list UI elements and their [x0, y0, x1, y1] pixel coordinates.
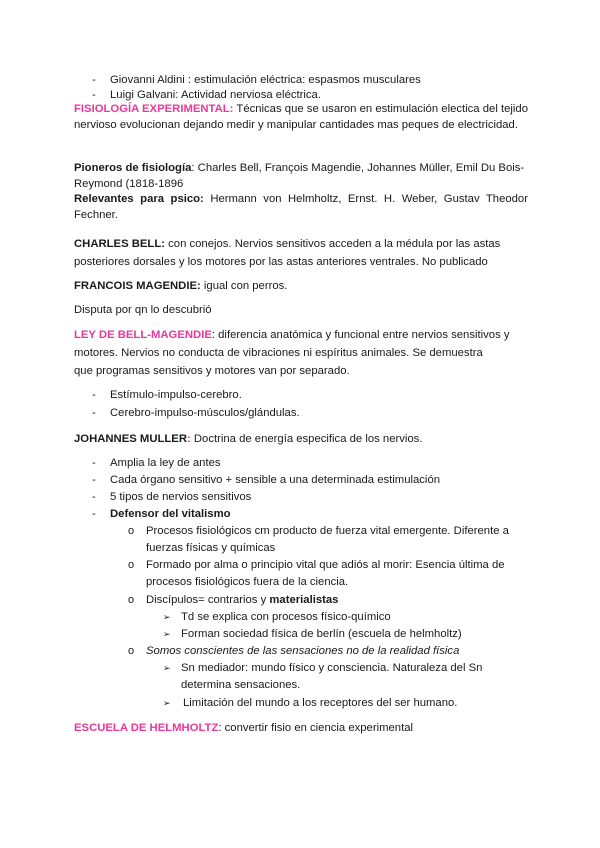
paragraph-ley-bell-magendie — [74, 327, 534, 343]
arrow-bullet-icon: ➢ — [163, 698, 171, 708]
list-item: Estímulo-impulso-cerebro. — [110, 389, 242, 401]
list-dash: - — [92, 474, 96, 486]
paragraph-text: Hermann von Helmholtz, Ernst. H. Weber, Gustav Theodor Fechner. — [74, 193, 528, 221]
subsublist-item: Forman sociedad física de berlín (escuela de helmholtz) — [181, 628, 462, 640]
sublist-item-cont: fuerzas físicas y químicas — [146, 542, 276, 554]
paragraph-disputa: Disputa por qn lo descubrió — [74, 304, 212, 316]
subsublist-item-cont: determina sensaciones. — [181, 679, 301, 691]
list-dash: - — [92, 457, 96, 469]
sublist-item-italic: Somos conscientes de las sensaciones no de la realidad física — [146, 645, 460, 657]
list-item: Luigi Galvani: Actividad nerviosa eléctrica. — [110, 89, 321, 101]
sublist-item-cont: procesos fisiológicos fuera de la ciencia. — [146, 576, 349, 588]
paragraph-fisiologia-experimental — [74, 101, 528, 133]
arrow-bullet-icon: ➢ — [163, 663, 171, 673]
sublist-item — [146, 592, 338, 608]
list-dash: - — [92, 89, 96, 101]
paragraph-text: posteriores dorsales y los motores por las astas anteriores ventrales. No publicado — [74, 256, 488, 268]
paragraph-text: : Charles Bell, François Magendie, Johannes Müller, Emil Du Bois-Reymond (1818-1896 — [74, 162, 525, 190]
list-dash: - — [92, 407, 96, 419]
list-dash: - — [92, 508, 96, 520]
list-item: Amplia la ley de antes — [110, 457, 221, 469]
heading-ley-bell-magendie: LEY DE BELL-MAGENDIE — [74, 329, 212, 341]
paragraph-johannes-muller — [74, 431, 422, 447]
circle-bullet: o — [128, 645, 135, 657]
label-charles-bell: CHARLES BELL: — [74, 238, 165, 250]
list-item: Cada órgano sensitivo + sensible a una determinada estimulación — [110, 474, 441, 486]
arrow-bullet-icon: ➢ — [163, 629, 171, 639]
paragraph-text: : diferencia anatómica y funcional entre nervios sensitivos y — [211, 329, 510, 341]
paragraph-text: Técnicas que se usaron en estimulación electica del tejido nervioso evolucionan dejando medir y manipular cantidades mas peques de electricidad. — [74, 103, 529, 131]
subsublist-item: Td se explica con procesos físico-químico — [181, 611, 391, 623]
paragraph-text: motores. Nervios no conducta de vibraciones ni espíritus animales. Se demuestra — [74, 347, 483, 359]
paragraph-text: con conejos. Nervios sensitivos acceden a la médula por las astas — [165, 238, 501, 250]
heading-fisiologia-experimental: FISIOLOGÍA EXPERIMENTAL: — [74, 103, 234, 115]
list-dash: - — [92, 389, 96, 401]
paragraph-text: Doctrina de energía especifica de los nervios. — [190, 433, 423, 445]
subsublist-item: Limitación del mundo a los receptores del ser humano. — [183, 697, 458, 709]
label-magendie: FRANCOIS MAGENDIE: — [74, 280, 201, 292]
list-item: 5 tipos de nervios sensitivos — [110, 491, 252, 503]
paragraph-magendie — [74, 278, 287, 294]
sublist-item: Procesos fisiológicos cm producto de fuerza vital emergente. Diferente a — [146, 525, 509, 537]
circle-bullet: o — [128, 594, 135, 606]
sublist-bold: materialistas — [269, 594, 339, 606]
paragraph-text: : convertir fisio en ciencia experimental — [218, 722, 414, 734]
label-johannes-muller: JOHANNES MULLER — [74, 433, 187, 445]
label-relevantes: Relevantes para psico: — [74, 193, 204, 205]
heading-escuela-helmholtz: ESCUELA DE HELMHOLTZ — [74, 722, 219, 734]
circle-bullet: o — [128, 525, 135, 537]
paragraph-charles-bell — [74, 236, 534, 252]
paragraph-pioneros — [74, 160, 530, 192]
label-pioneros: Pioneros de fisiología — [74, 162, 192, 174]
paragraph-relevantes — [74, 191, 528, 223]
colon-accent: : — [186, 433, 191, 445]
sublist-item: Formado por alma o principio vital que adiós al morir: Esencia última de — [146, 559, 505, 571]
list-item: Cerebro-impulso-músculos/glándulas. — [110, 407, 300, 419]
list-dash: - — [92, 74, 96, 86]
list-dash: - — [92, 491, 96, 503]
list-item-vitalismo: Defensor del vitalismo — [110, 508, 231, 520]
paragraph-escuela-helmholtz — [74, 720, 413, 736]
subsublist-item: Sn mediador: mundo físico y consciencia. Naturaleza del Sn — [181, 662, 483, 674]
circle-bullet: o — [128, 559, 135, 571]
sublist-text: Discípulos= contrarios y — [146, 594, 270, 606]
list-item: Giovanni Aldini : estimulación eléctrica: espasmos musculares — [110, 74, 421, 86]
paragraph-text: que programas sensitivos y motores van por separado. — [74, 365, 350, 377]
arrow-bullet-icon: ➢ — [163, 612, 171, 622]
paragraph-text: igual con perros. — [200, 280, 288, 292]
